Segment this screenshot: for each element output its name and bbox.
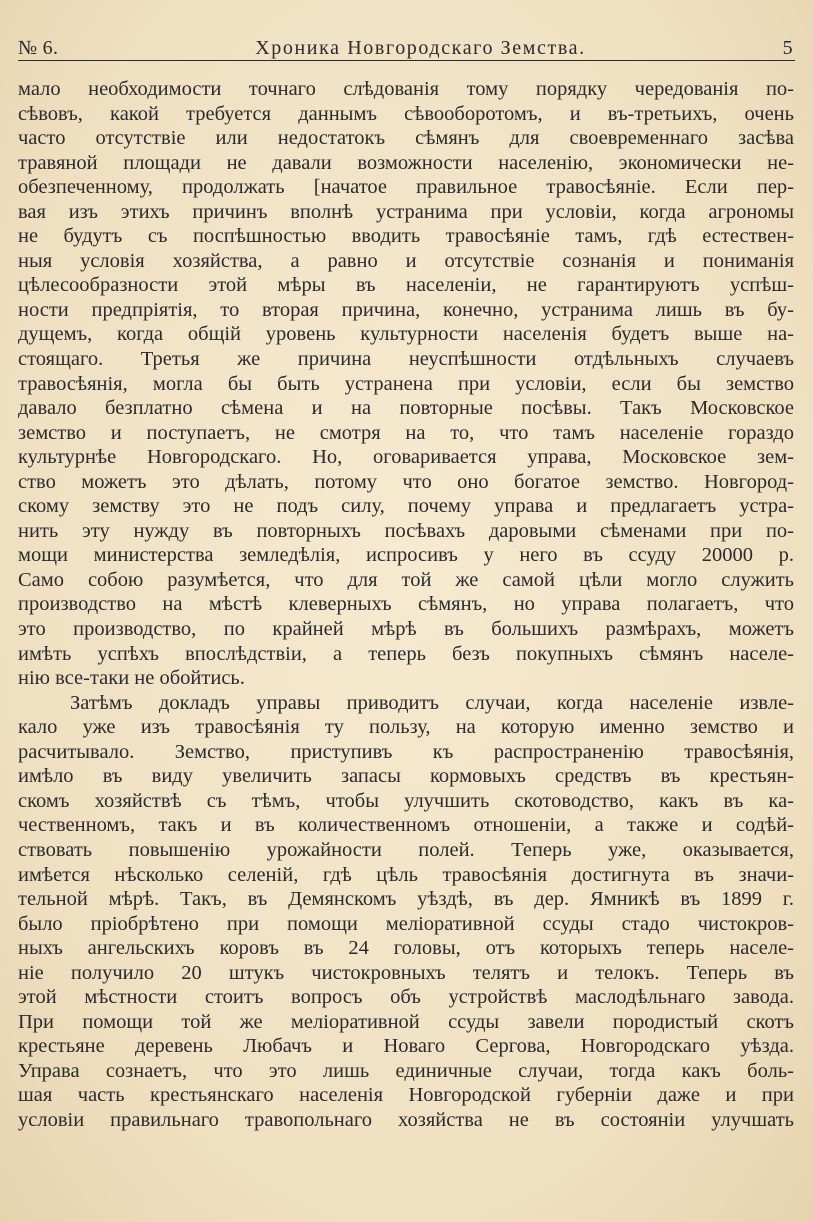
text-line: часто отсутствіе или недостатокъ сѣмянъ для своевременнаго засѣва xyxy=(18,127,794,150)
text-line: крестьяне деревень Любачъ и Новаго Сергова, Новгородскаго уѣзда. xyxy=(18,1035,794,1058)
text-line: имѣется нѣсколько селеній, гдѣ цѣль травосѣянія достигнута въ значи- xyxy=(18,863,794,886)
text-line: культурнѣе Новгородскаго. Но, оговаривается управа, Московское зем- xyxy=(18,446,794,469)
text-line: земство и поступаетъ, не смотря на то, что тамъ населеніе гораздо xyxy=(18,421,794,444)
text-line: нію все-таки не обойтись. xyxy=(18,667,245,690)
text-line: травяной площади не давали возможности населенію, экономически не- xyxy=(18,151,794,174)
text-line: это производство, по крайней мѣрѣ въ большихъ размѣрахъ, можетъ xyxy=(18,618,794,641)
text-line: давало безплатно сѣмена и на повторные посѣвы. Такъ Московское xyxy=(18,397,794,420)
text-line: условіи правильнаго травопольнаго хозяйства не въ состояніи улучшать xyxy=(18,1108,794,1131)
text-line: имѣло въ виду увеличить запасы кормовыхъ средствъ въ крестьян- xyxy=(18,765,794,788)
text-line: При помощи той же меліоративной ссуды завели породистый скотъ xyxy=(18,1010,794,1033)
text-line: кало уже изъ травосѣянія ту пользу, на которую именно земство и xyxy=(18,716,794,739)
text-line: тельной мѣрѣ. Такъ, въ Демянскомъ уѣздѣ, въ дер. Ямникѣ въ 1899 г. xyxy=(18,888,794,911)
text-line: Затѣмъ докладъ управы приводитъ случаи, когда населеніе извле- xyxy=(70,691,794,714)
text-line: расчитывало. Земство, приступивъ къ распространенію травосѣянія, xyxy=(18,740,794,763)
text-line: имѣть успѣхъ впослѣдствіи, а теперь безъ покупныхъ сѣмянъ населе- xyxy=(18,642,794,665)
text-line: дущемъ, когда общій уровень культурности населенія будетъ выше на- xyxy=(18,323,794,346)
text-line: Само собою разумѣется, что для той же самой цѣли могло служить xyxy=(18,568,794,591)
text-line: ство можетъ это дѣлать, потому что оно богатое земство. Новгород- xyxy=(18,470,794,493)
text-line: обезпеченному, продолжать [начатое правильное травосѣяніе. Если пер- xyxy=(18,176,794,199)
text-line: мощи министерства земледѣлія, испросивъ у него въ ссуду 20000 р. xyxy=(18,544,794,567)
text-line: ныхъ ангельскихъ коровъ въ 24 головы, отъ которыхъ теперь населе- xyxy=(18,937,794,960)
text-line: сѣвовъ, какой требуется даннымъ сѣвооборотомъ, и въ-третьихъ, очень xyxy=(18,102,794,125)
header-rule xyxy=(18,60,795,61)
paragraph xyxy=(18,691,794,1133)
text-line: чественномъ, такъ и въ количественномъ отношеніи, а также и содѣй- xyxy=(18,814,794,837)
text-line: стоящаго. Третья же причина неуспѣшности отдѣльныхъ случаевъ xyxy=(18,348,794,371)
text-line: нить эту нужду въ повторныхъ посѣвахъ даровыми сѣменами при по- xyxy=(18,519,794,542)
text-line: ніе получило 20 штукъ чистокровныхъ телятъ и телокъ. Теперь въ xyxy=(18,961,794,984)
text-line: Управа сознаетъ, что это лишь единичные случаи, тогда какъ боль- xyxy=(18,1059,794,1082)
text-line: вая изъ этихъ причинъ вполнѣ устранима при условіи, когда агрономы xyxy=(18,200,794,223)
text-line: не будутъ съ поспѣшностью вводить травосѣяніе тамъ, гдѣ естествен- xyxy=(18,225,794,248)
running-header xyxy=(18,30,793,60)
paragraph xyxy=(18,77,794,691)
text-line: мало необходимости точнаго слѣдованія тому порядку чередованія по- xyxy=(18,78,794,100)
page-number: 5 xyxy=(782,37,793,59)
text-line: ныя условія хозяйства, а равно и отсутствіе сознанія и пониманія xyxy=(18,249,794,272)
text-line: скому земству это не подъ силу, почему управа и предлагаетъ устра- xyxy=(18,495,794,518)
text-line: ствовать повышенію урожайности полей. Теперь уже, оказывается, xyxy=(18,838,794,861)
text-line: ности предпріятія, то вторая причина, конечно, устранима лишь въ бу- xyxy=(18,298,794,321)
text-line: производство на мѣстѣ клеверныхъ сѣмянъ, но управа полагаетъ, что xyxy=(18,593,794,616)
text-line: шая часть крестьянскаго населенія Новгородской губерніи даже и при xyxy=(18,1084,794,1107)
text-line: скомъ хозяйствѣ съ тѣмъ, чтобы улучшить скотоводство, какъ въ ка- xyxy=(18,789,794,812)
text-line: травосѣянія, могла бы быть устранена при условіи, если бы земство xyxy=(18,372,794,395)
text-line: цѣлесообразности этой мѣры въ населеніи, не гарантируютъ успѣш- xyxy=(18,274,794,297)
text-line: этой мѣстности стоитъ вопросъ объ устройствѣ маслодѣльнаго завода. xyxy=(18,986,794,1009)
journal-title: Хроника Новгородскаго Земства. xyxy=(255,37,586,59)
page-text xyxy=(18,77,794,1133)
text-line: было пріобрѣтено при помощи меліоративной ссуды стадо чистокров- xyxy=(18,912,794,935)
issue-number: № 6. xyxy=(18,37,59,59)
